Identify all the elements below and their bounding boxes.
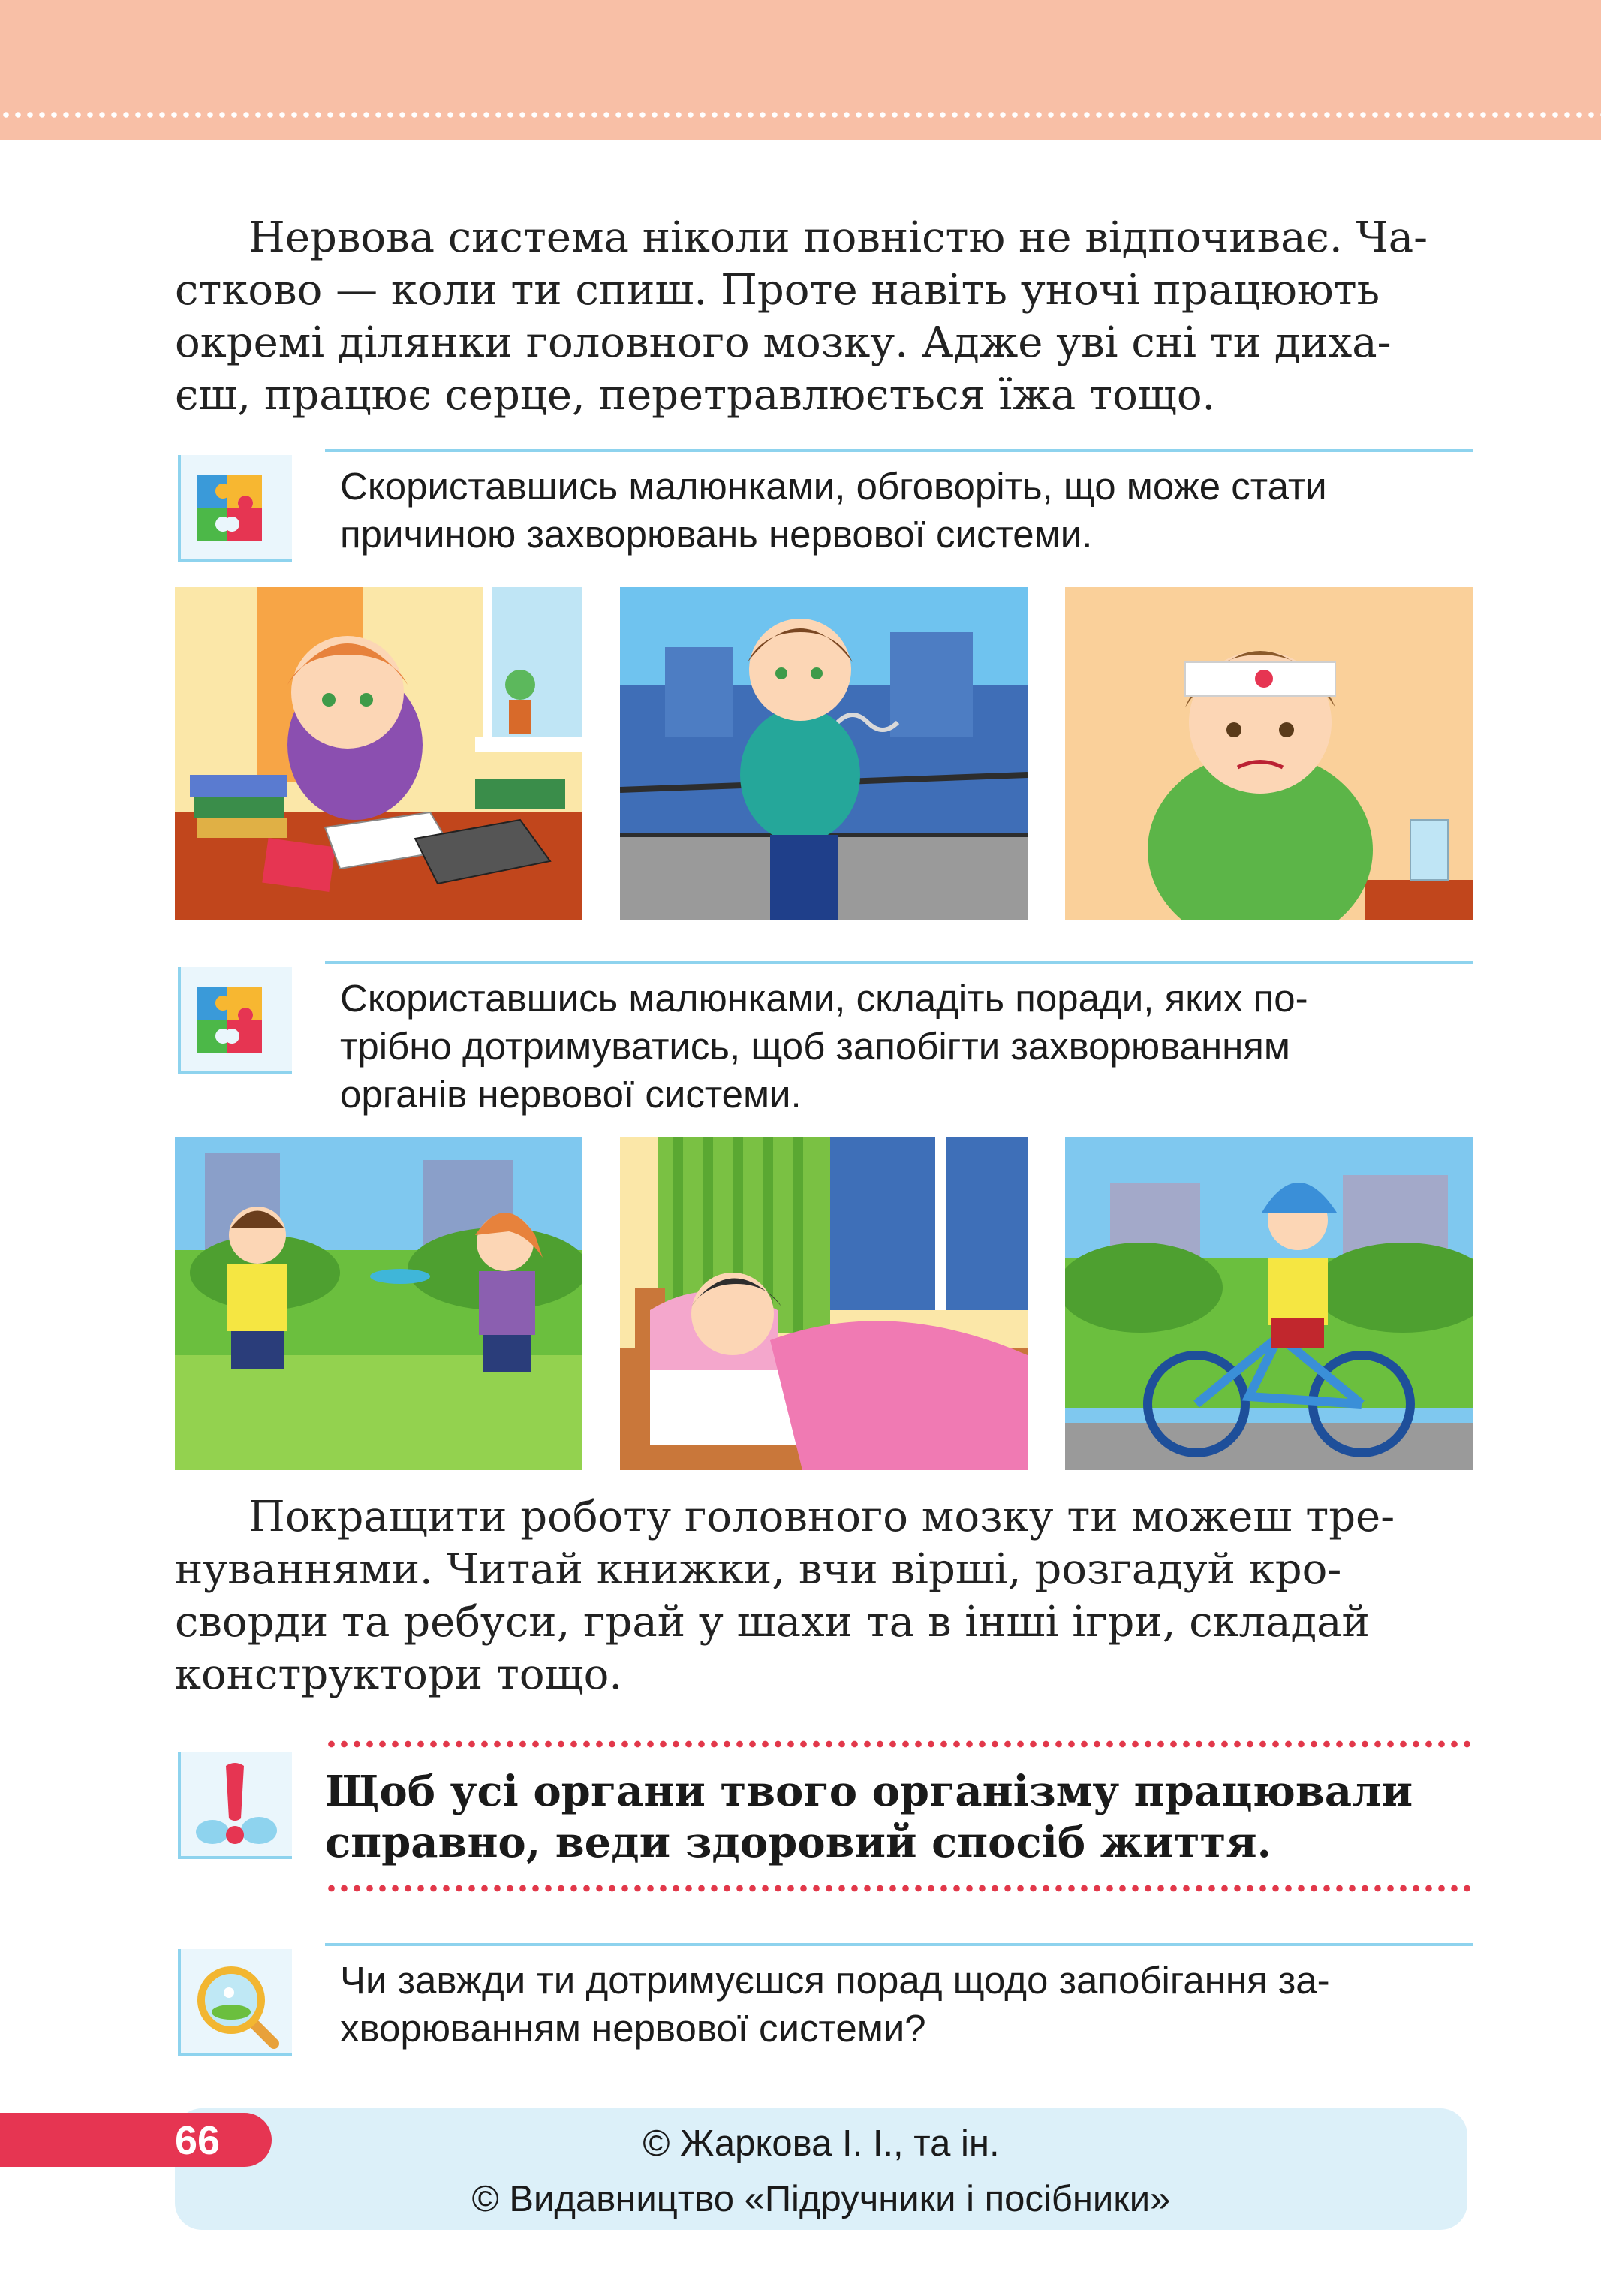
- puzzle-icon: [175, 964, 295, 1077]
- header-dotted-line: [0, 111, 1601, 119]
- text-line: сворди та ребуси, грай у шахи та в інші ігри, складай: [175, 1598, 1370, 1647]
- header-band: [0, 0, 1601, 140]
- intro-paragraph: [175, 212, 1473, 422]
- boy-smoking-balcony-illustration: [620, 587, 1028, 920]
- text-line: нуваннями. Читай книжки, вчи вірші, розгадуй кро-: [175, 1545, 1342, 1594]
- copyright-authors: © Жаркова І. І., та ін.: [643, 2123, 1000, 2164]
- boy-riding-bicycle-illustration: [1065, 1137, 1473, 1470]
- dotted-divider: [325, 1885, 1473, 1892]
- text-line: єш, працює серце, перетравлюється їжа тощо.: [175, 371, 1216, 420]
- text-line: Скориставшись малюнками, обговоріть, що може стати: [340, 465, 1327, 508]
- self-check-question: [175, 1943, 1473, 2063]
- important-note: [175, 1740, 1473, 1898]
- important-text: [325, 1766, 1473, 1868]
- task-rule: [325, 449, 1473, 452]
- training-paragraph: [175, 1491, 1473, 1701]
- task-advice: [175, 961, 1473, 1119]
- text-line: справно, веди здоровий спосіб життя.: [325, 1818, 1272, 1867]
- task-rule: [325, 1943, 1473, 1946]
- magnifier-icon: [175, 1946, 295, 2059]
- girl-sleeping-bed-illustration: [620, 1137, 1028, 1470]
- task-rule: [325, 961, 1473, 964]
- children-playing-frisbee-illustration: [175, 1137, 582, 1470]
- text-line: хворюванням нервової системи?: [340, 2007, 926, 2050]
- text-line: Щоб усі органи твого організму працювали: [325, 1767, 1413, 1816]
- text-line: Нервова система ніколи повністю не відпочиває. Ча-: [248, 213, 1428, 262]
- text-line: стково — коли ти спиш. Проте навіть уночі працюють: [175, 266, 1380, 315]
- text-line: окремі ділянки головного мозку. Адже уві сні ти диха-: [175, 318, 1392, 367]
- text-line: органів нервової системи.: [340, 1073, 802, 1116]
- task-text: [340, 975, 1458, 1119]
- task-text: [340, 463, 1458, 559]
- text-line: Скориставшись малюнками, складіть поради, яких по-: [340, 977, 1308, 1020]
- task-discuss: [175, 449, 1473, 569]
- text-line: причиною захворювань нервової системи.: [340, 513, 1093, 556]
- puzzle-icon: [175, 452, 295, 565]
- text-line: Покращити роботу головного мозку ти можеш тре-: [248, 1493, 1395, 1541]
- question-text: [340, 1957, 1458, 2053]
- girl-headache-bandage-illustration: [1065, 587, 1473, 920]
- dotted-divider: [325, 1740, 1473, 1748]
- girl-tired-studying-illustration: [175, 587, 582, 920]
- page-number: 66: [175, 2118, 221, 2163]
- copyright-publisher: © Видавництво «Підручники і посібники»: [471, 2179, 1171, 2219]
- text-line: Чи завжди ти дотримуєшся порад щодо запобігання за-: [340, 1959, 1330, 2002]
- text-line: трібно дотримуватись, щоб запобігти захворюванням: [340, 1025, 1290, 1068]
- exclamation-icon: [175, 1749, 295, 1862]
- text-line: конструктори тощо.: [175, 1650, 623, 1699]
- copyright: [175, 2116, 1467, 2227]
